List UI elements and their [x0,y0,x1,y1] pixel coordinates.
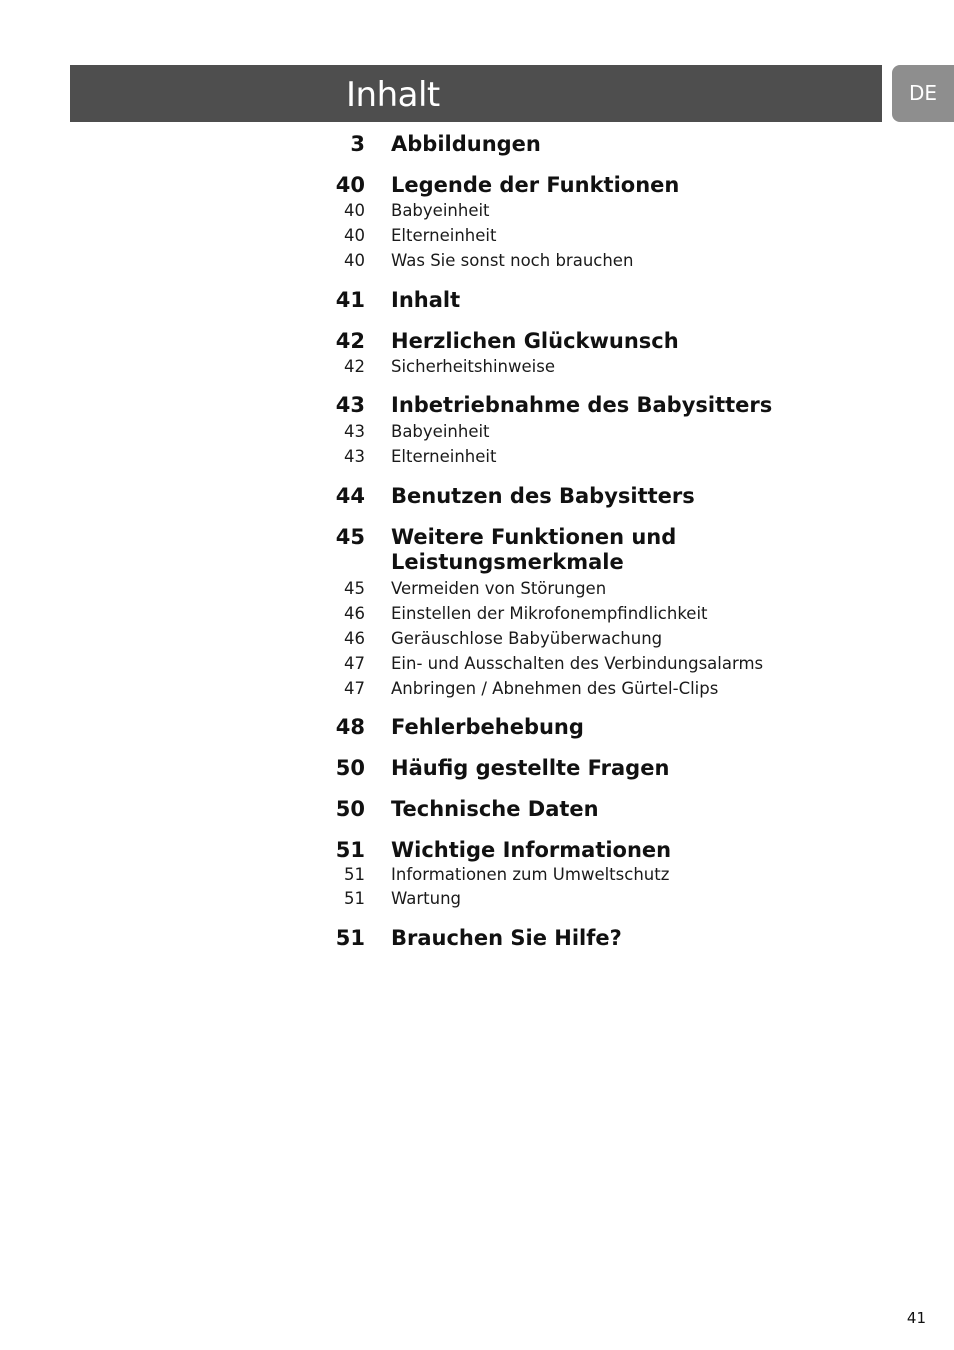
toc-title: Elterneinheit [391,226,497,245]
toc-page-number: 47 [344,654,365,673]
toc-title: Brauchen Sie Hilfe? [391,926,622,950]
toc-title: Einstellen der Mikrofonempfindlichkeit [391,604,708,623]
toc-page-number: 40 [344,226,365,245]
toc-page-number: 40 [344,251,365,270]
toc-page-number: 42 [344,357,365,376]
toc-title: Weitere Funktionen und [391,525,677,549]
toc-title: Häufig gestellte Fragen [391,756,670,780]
toc-title: Technische Daten [391,797,599,821]
toc-title-line2: Leistungsmerkmale [391,550,624,574]
toc-title: Babyeinheit [391,422,490,441]
toc-page-number: 44 [335,484,365,508]
toc-page-number: 42 [335,329,365,353]
toc-title: Was Sie sonst noch brauchen [391,251,634,270]
toc-title: Herzlichen Glückwunsch [391,329,679,353]
language-tab[interactable]: DE [892,65,954,122]
toc-page-number: 50 [335,756,365,780]
toc-title: Elterneinheit [391,447,497,466]
toc-page-number: 43 [344,422,365,441]
toc-page-number: 45 [335,525,365,549]
toc-title: Ein- und Ausschalten des Verbindungsalarms [391,654,764,673]
toc-title: Geräuschlose Babyüberwachung [391,629,663,648]
toc-title: Abbildungen [391,132,541,156]
toc-page-number: 51 [335,926,365,950]
toc-title: Benutzen des Babysitters [391,484,695,508]
toc-page-number: 40 [344,201,365,220]
toc-title: Sicherheitshinweise [391,357,555,376]
toc-title: Vermeiden von Störungen [391,579,607,598]
page-title: Inhalt [346,75,440,115]
toc-page-number: 47 [344,679,365,698]
toc-title: Inbetriebnahme des Babysitters [391,393,773,417]
header-bar [70,65,882,122]
toc-page-number: 45 [344,579,365,598]
toc-page-number: 46 [344,604,365,623]
toc-title: Wichtige Informationen [391,838,672,862]
toc-page-number: 51 [344,865,365,884]
toc-title: Wartung [391,889,462,908]
toc-page-number: 50 [335,797,365,821]
toc-title: Anbringen / Abnehmen des Gürtel-Clips [391,679,719,698]
toc-page-number: 51 [335,838,365,862]
toc-title: Legende der Funktionen [391,173,680,197]
toc-page-number: 41 [335,288,365,312]
toc-page-number: 43 [344,447,365,466]
toc-page-number: 40 [335,173,365,197]
toc-title: Inhalt [391,288,461,312]
toc-page-number: 3 [350,132,365,156]
toc-title: Fehlerbehebung [391,715,584,739]
toc-title: Babyeinheit [391,201,490,220]
toc-page-number: 51 [344,889,365,908]
page-number: 41 [906,1309,926,1327]
toc-title: Informationen zum Umweltschutz [391,865,670,884]
toc-page-number: 46 [344,629,365,648]
toc-page-number: 43 [335,393,365,417]
toc-page-number: 48 [335,715,365,739]
